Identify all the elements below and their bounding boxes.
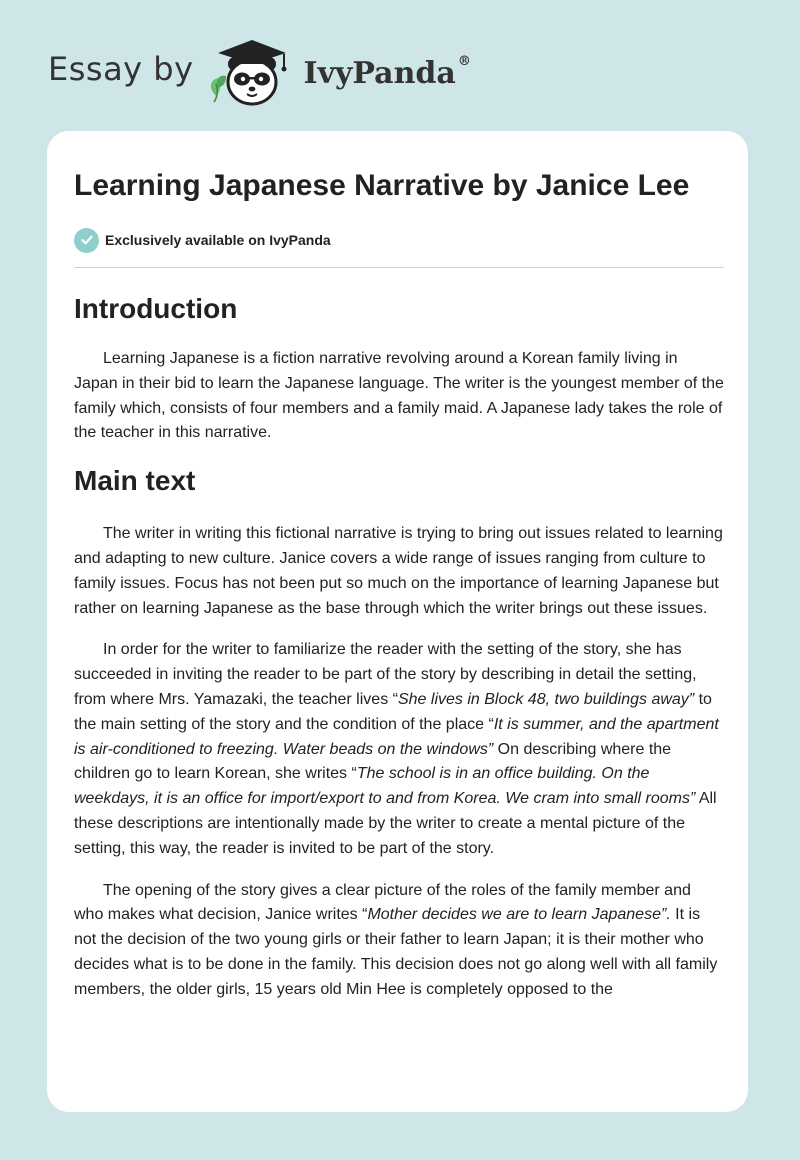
quote-text: The school is in an office building. On the weekdays, it is an office for import/export to and from Korea. We cram into small rooms” bbox=[74, 765, 696, 808]
paragraph-text: In order for the writer to familiarize the reader with the setting of the story, she has succeeded in inviting the reader to be part of the story by describing in detail the setting, from where Mrs. Yamazaki, the teacher lives “ bbox=[74, 641, 697, 708]
paragraph-text: The opening of the story gives a clear picture of the roles of the family member and who makes what decision, Janice writes “ bbox=[74, 881, 691, 924]
quote-text: She lives in Block 48, two buildings away” bbox=[397, 690, 695, 708]
paragraph-text: It is not the decision of the two young girls or their father to learn Japan; it is their mother who decides what is to be done in the family. This decision does not go along well with all family members, the older girls, 15 years old Min Hee is completely opposed to the bbox=[74, 906, 718, 998]
brand-header[interactable] bbox=[48, 36, 471, 108]
page-title: Learning Japanese Narrative by Janice Lee bbox=[74, 169, 690, 202]
essay-card bbox=[47, 131, 748, 1112]
brand-wordmark: IvyPanda bbox=[303, 55, 456, 91]
brand-name bbox=[303, 53, 471, 91]
registered-mark: ® bbox=[457, 53, 471, 69]
main-paragraph-2 bbox=[74, 638, 724, 861]
exclusive-badge bbox=[74, 227, 724, 253]
main-paragraph-1: The writer in writing this fictional narrative is trying to bring out issues related to learning and adapting to new culture. Janice covers a wide range of issues ranging from culture to family issues. Focus has not been put so much on the importance of learning Japanese but rather on learning Japanese as the base through which the writer brings out these issues. bbox=[74, 525, 723, 617]
paragraph-text: On describing where the children go to learn Korean, she writes “ bbox=[74, 740, 672, 783]
main-paragraph-3 bbox=[74, 879, 724, 1003]
quote-text: It is summer, and the apartment is air-conditioned to freezing. Water beads on the windows” bbox=[74, 715, 719, 758]
check-circle-icon bbox=[74, 228, 99, 253]
paragraph-text: All these descriptions are intentionally made by the writer to create a mental picture of the setting, this way, the reader is invited to be part of the story. bbox=[74, 790, 717, 857]
panda-graduate-logo bbox=[204, 36, 300, 108]
main-text-heading: Main text bbox=[74, 465, 196, 497]
paragraph-text: to the main setting of the story and the condition of the place “ bbox=[74, 690, 712, 733]
introduction-paragraph: Learning Japanese is a fiction narrative revolving around a Korean family living in Japan in their bid to learn the Japanese language. The writer is the youngest member of the family which, consists of four members and a family maid. A Japanese lady takes the role of the teacher in this narrative. bbox=[74, 350, 724, 442]
exclusive-badge-text: Exclusively available on IvyPanda bbox=[105, 232, 331, 248]
introduction-heading: Introduction bbox=[74, 293, 238, 324]
essay-content bbox=[74, 165, 724, 1003]
title-divider bbox=[74, 267, 724, 268]
quote-text: Mother decides we are to learn Japanese”. bbox=[367, 906, 671, 924]
essay-by-label: Essay by bbox=[48, 50, 194, 88]
